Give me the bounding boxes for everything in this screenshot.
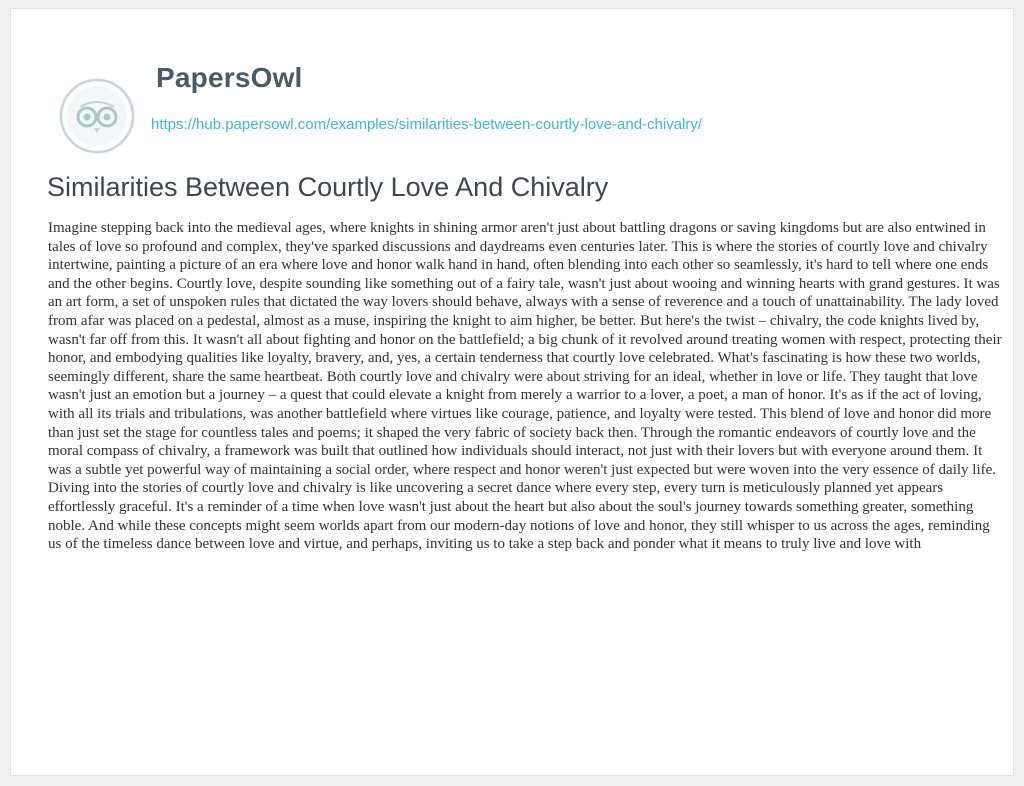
owl-logo-icon	[58, 77, 136, 155]
article-body: Imagine stepping back into the medieval ages, where knights in shining armor aren't just about battling dragons or saving kingdoms but are also entwined in tales of love so profound and complex, they've sparked discussions and daydreams even centuries later. This is where the stories of courtly love and chivalry intertwine, painting a picture of an era where love and honor walk hand in hand, often blending into each other so seamlessly, it's hard to tell where one ends and the other begins. Courtly love, despite sounding like something out of a fairy tale, wasn't just about wooing and winning hearts with grand gestures. It was an art form, a set of unspoken rules that dictated the way lovers should behave, always with a sense of reverence and a touch of unattainability. The lady loved from afar was placed on a pedestal, almost as a muse, inspiring the knight to aim higher, be better. But here's the twist – chivalry, the code knights lived by, wasn't far off from this. It wasn't all about fighting and honor on the battlefield; a big chunk of it revolved around treating women with respect, protecting their honor, and embodying qualities like loyalty, bravery, and, yes, a certain tenderness that courtly love celebrated. What's fascinating is how these two worlds, seemingly different, share the same heartbeat. Both courtly love and chivalry were about striving for an ideal, whether in love or life. They taught that love wasn't just an emotion but a journey – a quest that could elevate a knight from merely a warrior to a lover, a poet, a man of honor. It's as if the act of loving, with all its trials and tribulations, was another battlefield where virtues like courage, patience, and loyalty were tested. This blend of love and honor did more than just set the stage for countless tales and poems; it shaped the very fabric of society back then. Through the romantic endeavors of courtly love and the moral compass of chivalry, a framework was built that outlined how individuals should interact, not just with their lovers but with everyone around them. It was a subtle yet powerful way of maintaining a social order, where respect and honor weren't just expected but were woven into the very essence of daily life. Diving into the stories of courtly love and chivalry is like uncovering a secret dance where every step, every turn is meticulously planned yet appears effortlessly graceful. It's a reminder of a time when love wasn't just about the heart but also about the soul's journey towards something greater, something noble. And while these concepts might seem worlds apart from our modern-day notions of love and honor, they still whisper to us across the ages, reminding us of the timeless dance between love and virtue, and perhaps, inviting us to take a step back and ponder what it means to truly live and love with	[48, 220, 1002, 553]
source-url-link[interactable]: https://hub.papersowl.com/examples/similarities-between-courtly-love-and-chivalry/	[151, 116, 703, 133]
header	[11, 9, 1013, 159]
document-card	[10, 8, 1014, 776]
brand-name: PapersOwl	[156, 62, 303, 93]
article-title: Similarities Between Courtly Love And Chivalry	[47, 172, 609, 202]
